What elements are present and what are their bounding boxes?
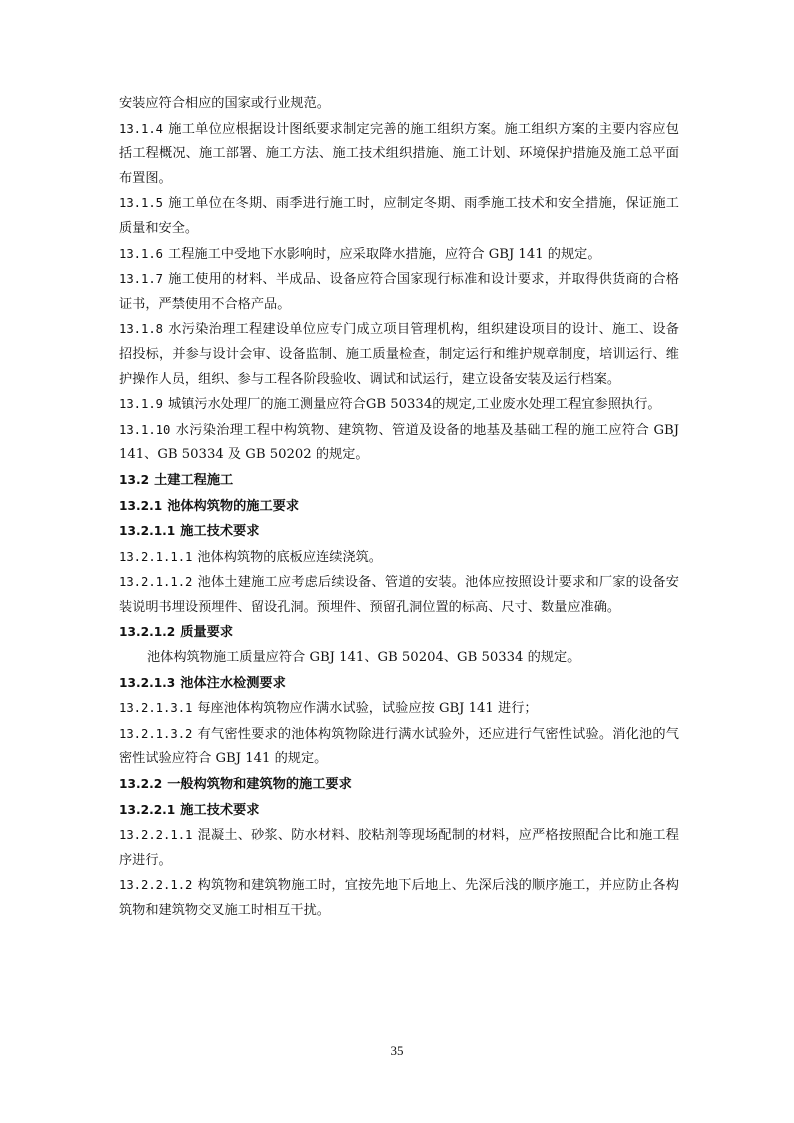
clause-text: 安装应符合相应的国家或行业规范。 [119, 96, 330, 111]
clause-paragraph [119, 92, 679, 117]
clause-number: 13.2.1 [119, 498, 163, 513]
clause-text: 池体土建施工应考虑后续设备、管道的安装。池体应按照设计要求和厂家的设备安装说明书埋设预埋件、留设孔洞。预埋件、预留孔洞位置的标高、尺寸、数量应准确。 [119, 575, 679, 615]
clause-number: 13.2.2 [119, 777, 163, 792]
clause-number: 13.1.5 [119, 196, 164, 211]
clause-paragraph [119, 873, 679, 923]
clause-text: 混凝土、砂浆、防水材料、胶粘剂等现场配制的材料，应严格按照配合比和施工程序进行。 [119, 828, 679, 868]
clause-paragraph [119, 117, 679, 192]
clause-number: 13.2.2.1 [119, 802, 176, 817]
clause-number: 13.2 [119, 472, 150, 487]
clause-paragraph [119, 191, 679, 241]
clause-text: 池体构筑物的底板应连续浇筑。 [197, 549, 382, 565]
clause-number: 13.2.2.1.1 [119, 828, 193, 843]
section-heading [119, 772, 679, 798]
clause-number: 13.1.10 [119, 422, 171, 437]
section-heading [119, 798, 679, 824]
clause-text: 施工单位应根据设计图纸要求制定完善的施工组织方案。施工组织方案的主要内容应包括工程概况、施工部署、施工方法、施工技术组织措施、施工计划、环境保护措施及施工总平面布置图。 [119, 121, 679, 186]
section-heading [119, 468, 679, 494]
clause-paragraph [119, 545, 679, 571]
clause-number: 13.2.1.1.2 [119, 575, 193, 590]
page-number: 35 [390, 1043, 404, 1058]
clause-paragraph [119, 823, 679, 873]
clause-number: 13.1.4 [119, 121, 164, 136]
clause-number: 13.1.9 [119, 397, 164, 412]
clause-paragraph [119, 418, 679, 468]
clause-text: 土建工程施工 [154, 472, 234, 488]
clause-text: 每座池体构筑物应作满水试验，试验应按 GBJ 141 进行； [197, 701, 538, 717]
clause-paragraph [119, 722, 679, 772]
section-heading [119, 620, 679, 646]
clause-text: 池体注水检测要求 [180, 675, 286, 691]
document-body [119, 92, 679, 924]
section-heading [119, 494, 679, 520]
clause-paragraph [119, 242, 679, 268]
clause-text: 构筑物和建筑物施工时，宜按先地下后地上、先深后浅的顺序施工，并应防止各构筑物和建筑物交叉施工时相互干扰。 [119, 878, 679, 918]
clause-number: 13.1.8 [119, 322, 164, 337]
clause-number: 13.2.1.3.2 [119, 726, 193, 741]
clause-text: 质量要求 [180, 625, 234, 641]
clause-text: 池体构筑物的施工要求 [167, 498, 300, 514]
clause-text: 施工技术要求 [180, 524, 260, 540]
clause-paragraph [119, 317, 679, 392]
clause-number: 13.2.1.1.1 [119, 549, 193, 564]
clause-text: 水污染治理工程中构筑物、建筑物、管道及设备的地基及基础工程的施工应符合 GBJ 141、GB 50334 及 GB 50202 的规定。 [119, 422, 679, 463]
clause-text: 池体构筑物施工质量应符合 GBJ 141、GB 50204、GB 50334 的规定。 [147, 650, 581, 666]
clause-number: 13.2.1.1 [119, 524, 176, 539]
clause-paragraph [119, 570, 679, 620]
clause-number: 13.1.7 [119, 272, 164, 287]
clause-number: 13.2.1.3 [119, 675, 176, 690]
clause-text: 一般构筑物和建筑物的施工要求 [167, 777, 352, 793]
section-heading [119, 519, 679, 545]
clause-text: 城镇污水处理厂的施工测量应符合GB 50334的规定,工业废水处理工程宜参照执行。 [168, 397, 661, 413]
clause-number: 13.2.2.1.2 [119, 878, 193, 893]
clause-text: 有气密性要求的池体构筑物除进行满水试验外，还应进行气密性试验。消化池的气密性试验应符合 GBJ 141 的规定。 [119, 726, 679, 767]
clause-text: 施工使用的材料、半成品、设备应符合国家现行标准和设计要求，并取得供货商的合格证书，严禁使用不合格产品。 [119, 272, 679, 312]
clause-text: 工程施工中受地下水影响时，应采取降水措施，应符合 GBJ 141 的规定。 [168, 246, 601, 262]
clause-text: 水污染治理工程建设单位应专门成立项目管理机构，组织建设项目的设计、施工、设备招投标，并参与设计会审、设备监制、施工质量检查，制定运行和维护规章制度，培训运行、维护操作人员，组织、参与工程各阶段验收、调试和试运行，建立设备安装及运行档案。 [119, 322, 679, 387]
clause-number: 13.2.1.2 [119, 625, 176, 640]
clause-text: 施工技术要求 [180, 802, 260, 818]
clause-paragraph [119, 646, 679, 671]
clause-number: 13.1.6 [119, 246, 164, 261]
clause-text: 施工单位在冬期、雨季进行施工时，应制定冬期、雨季施工技术和安全措施，保证施工质量和安全。 [119, 196, 679, 236]
clause-paragraph [119, 267, 679, 317]
clause-paragraph [119, 696, 679, 722]
section-heading [119, 671, 679, 697]
clause-paragraph [119, 392, 679, 418]
clause-number: 13.2.1.3.1 [119, 701, 193, 716]
